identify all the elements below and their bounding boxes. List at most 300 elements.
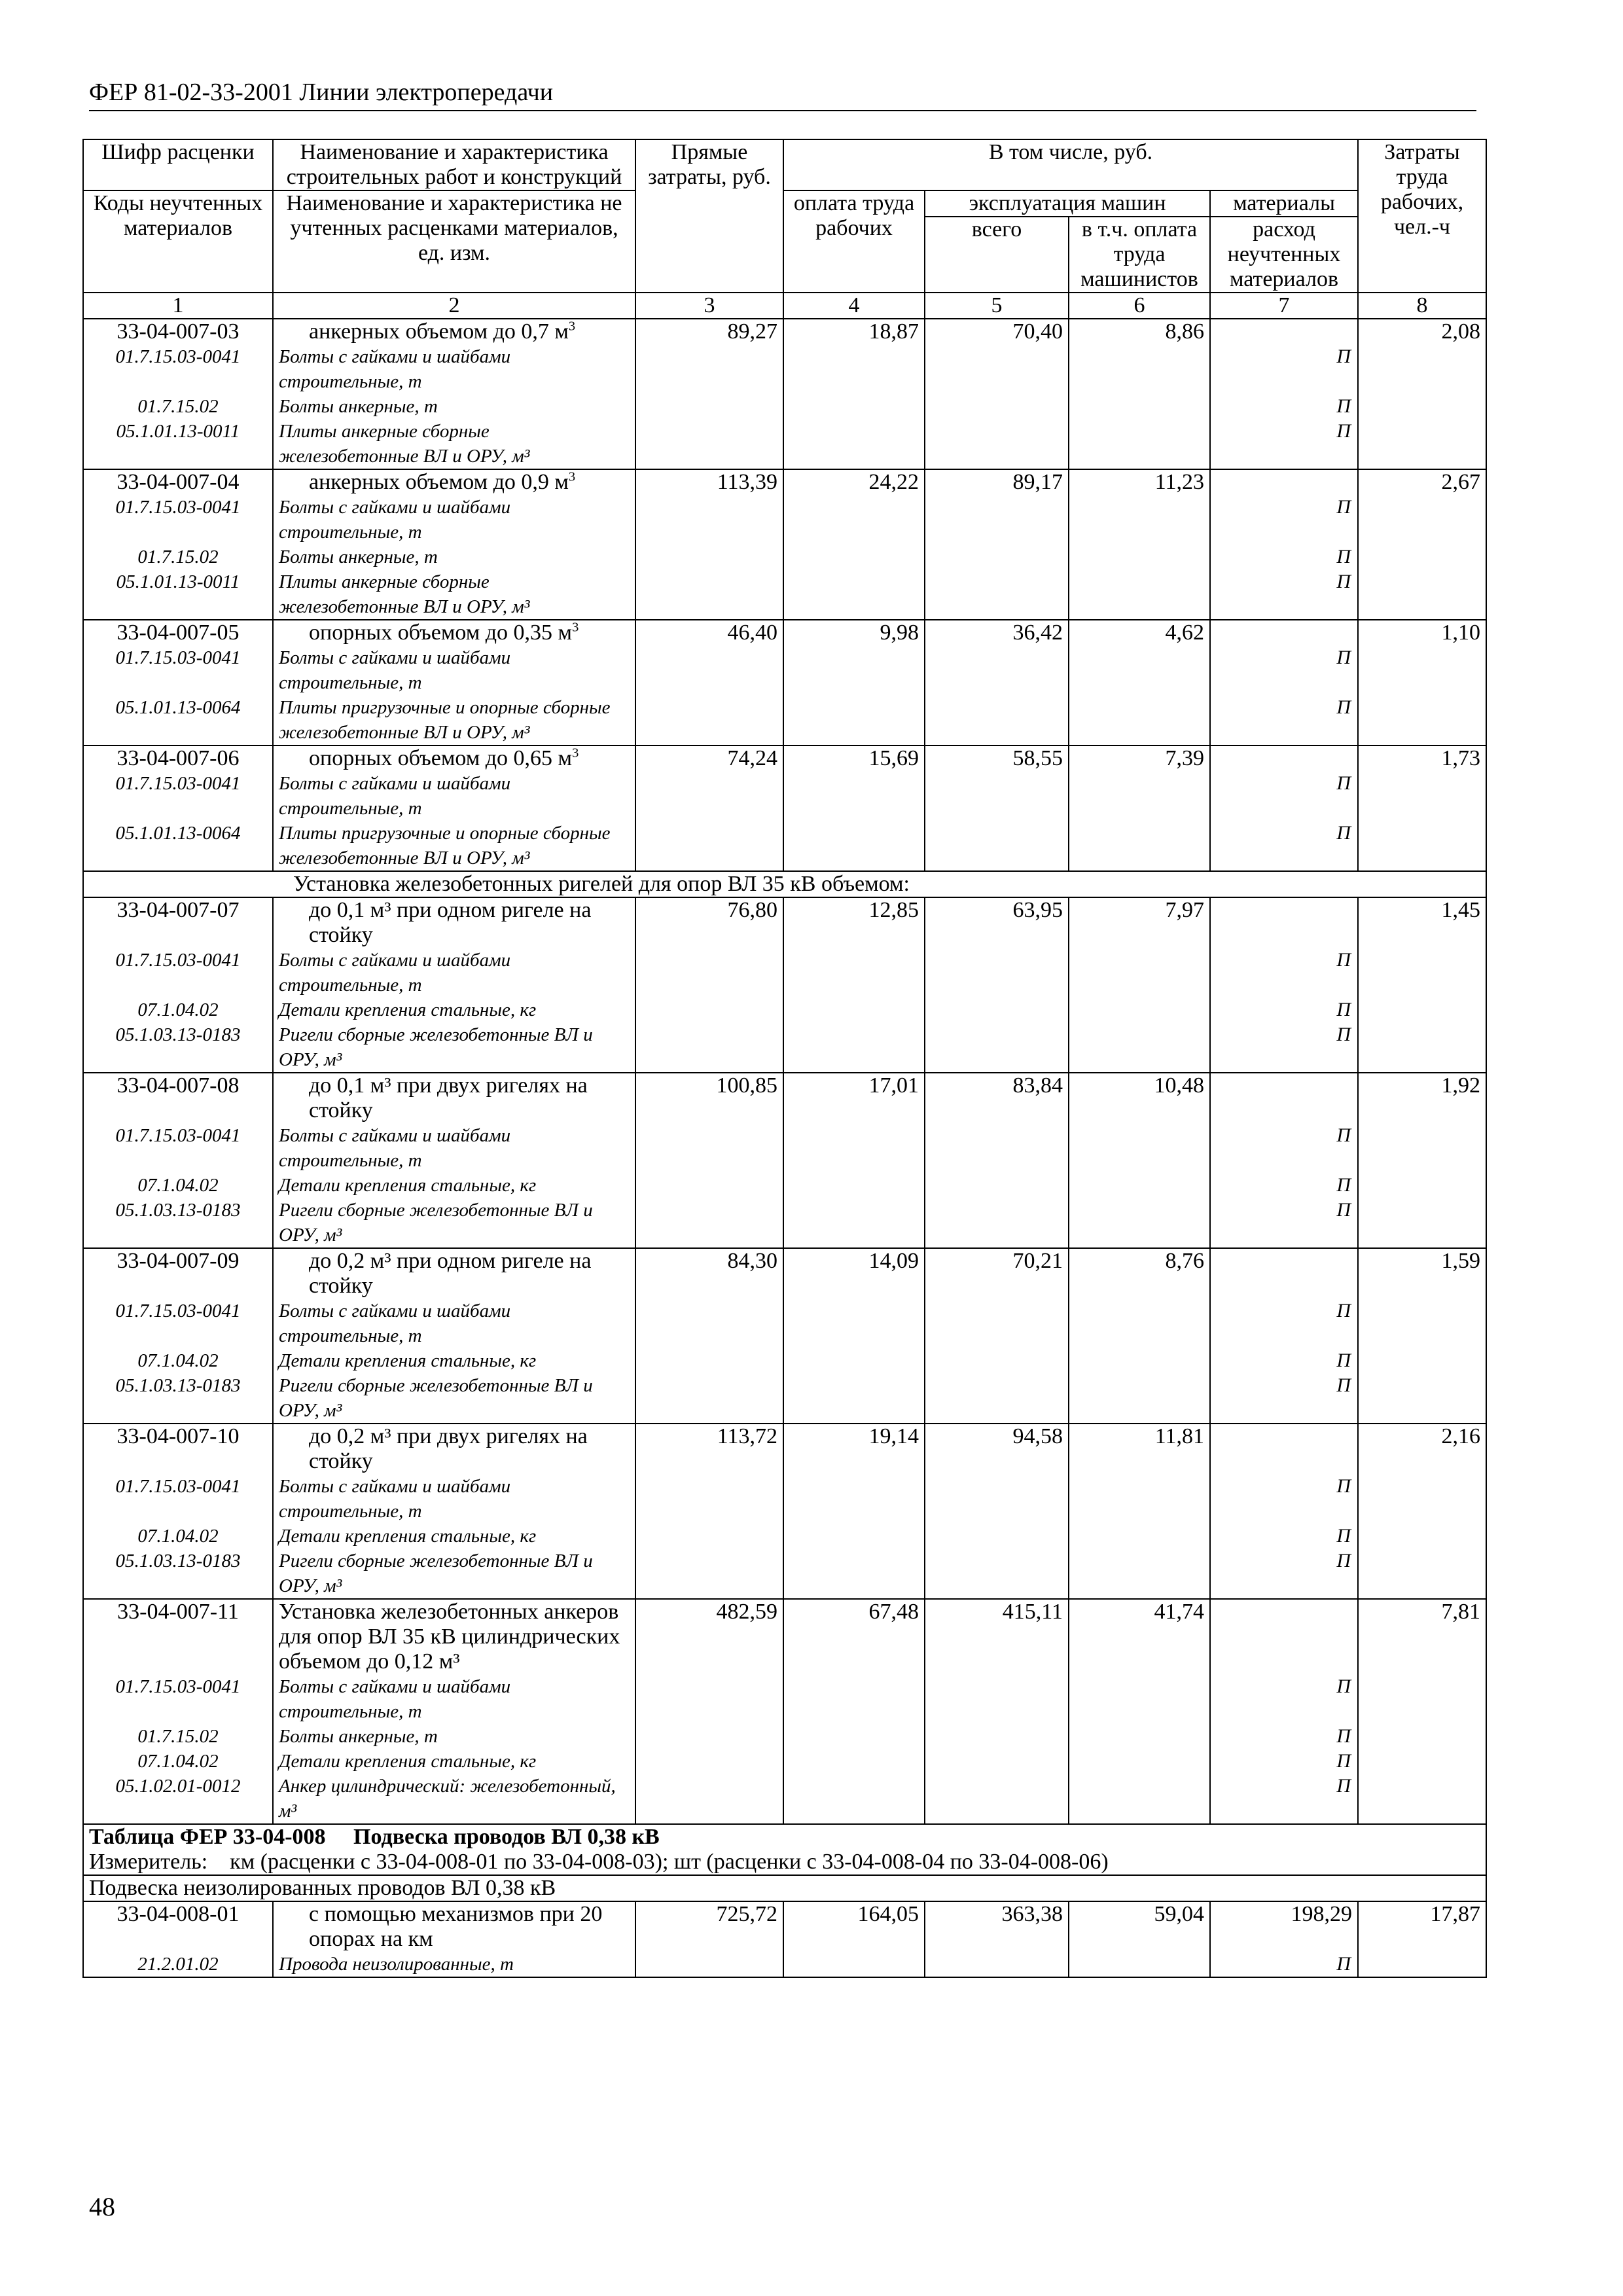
subsection-title: Подвеска неизолированных проводов ВЛ 0,38 кВ: [83, 1875, 1486, 1901]
empty-cell: [635, 1674, 783, 1724]
rate-row: [83, 620, 1486, 645]
empty-cell: [1069, 1348, 1210, 1373]
material-code: 05.1.01.13-0064: [83, 821, 273, 871]
empty-cell: [783, 645, 925, 695]
empty-cell: [925, 1549, 1069, 1599]
rate-value: 15,69: [783, 745, 925, 771]
rate-value: 24,22: [783, 469, 925, 495]
empty-cell: [635, 1774, 783, 1824]
empty-cell: [635, 695, 783, 745]
material-name: Болты анкерные, т: [273, 394, 635, 419]
material-mark: П: [1210, 645, 1358, 695]
rate-value: 76,80: [635, 897, 783, 948]
material-code: 05.1.01.13-0011: [83, 419, 273, 469]
material-mark: П: [1210, 1474, 1358, 1524]
rate-value: 1,10: [1358, 620, 1486, 645]
unit-superscript: 3: [572, 620, 579, 635]
empty-cell: [1069, 419, 1210, 469]
material-mark: П: [1210, 1724, 1358, 1749]
material-code: 05.1.01.13-0011: [83, 569, 273, 620]
rate-name: [273, 1901, 635, 1952]
material-name: Анкер цилиндрический: железобетонный, м³: [273, 1774, 635, 1824]
material-name: Болты с гайками и шайбами строительные, т: [273, 1674, 635, 1724]
rate-value: 2,67: [1358, 469, 1486, 495]
rate-value: 113,39: [635, 469, 783, 495]
rate-value: 17,87: [1358, 1901, 1486, 1952]
col-number: 7: [1210, 293, 1358, 319]
material-row: [83, 1749, 1486, 1774]
empty-cell: [635, 1524, 783, 1549]
empty-cell: [1358, 1348, 1486, 1373]
material-name: Детали крепления стальные, кг: [273, 997, 635, 1022]
material-code: 07.1.04.02: [83, 1173, 273, 1198]
material-row: [83, 495, 1486, 545]
empty-cell: [783, 344, 925, 394]
material-row: [83, 645, 1486, 695]
empty-cell: [783, 1173, 925, 1198]
empty-cell: [1358, 1022, 1486, 1073]
meter-row: [83, 1850, 1486, 1875]
section-title: Установка железобетонных ригелей для опор ВЛ 35 кВ объемом:: [83, 871, 1486, 897]
material-code: 01.7.15.03-0041: [83, 1674, 273, 1724]
empty-cell: [925, 1299, 1069, 1348]
empty-cell: [1358, 569, 1486, 620]
rate-value: 1,92: [1358, 1073, 1486, 1123]
material-name: Болты с гайками и шайбами строительные, т: [273, 344, 635, 394]
material-code: 01.7.15.03-0041: [83, 1474, 273, 1524]
rate-value: 12,85: [783, 897, 925, 948]
empty-cell: [1358, 1173, 1486, 1198]
empty-cell: [1358, 1674, 1486, 1724]
empty-cell: [925, 1674, 1069, 1724]
empty-cell: [925, 645, 1069, 695]
empty-cell: [1358, 645, 1486, 695]
empty-cell: [925, 821, 1069, 871]
material-mark: П: [1210, 344, 1358, 394]
rate-value: 7,81: [1358, 1599, 1486, 1674]
rate-value: 113,72: [635, 1424, 783, 1474]
col-header-labor: Затраты труда рабочих, чел.-ч: [1358, 139, 1486, 293]
empty-cell: [1069, 948, 1210, 997]
empty-cell: [925, 1022, 1069, 1073]
empty-cell: [635, 419, 783, 469]
col-header-materials: материалы: [1210, 190, 1358, 217]
material-row: [83, 1724, 1486, 1749]
material-code: 01.7.15.03-0041: [83, 645, 273, 695]
material-mark: П: [1210, 1549, 1358, 1599]
rate-value: [1210, 319, 1358, 344]
empty-cell: [1358, 1724, 1486, 1749]
rate-row: [83, 319, 1486, 344]
material-name: Болты с гайками и шайбами строительные, т: [273, 1123, 635, 1173]
empty-cell: [1358, 1549, 1486, 1599]
empty-cell: [1069, 394, 1210, 419]
empty-cell: [925, 1749, 1069, 1774]
empty-cell: [1358, 545, 1486, 569]
col-header-machines: эксплуатация машин: [925, 190, 1210, 217]
material-mark: П: [1210, 1173, 1358, 1198]
empty-cell: [783, 1022, 925, 1073]
empty-cell: [1358, 948, 1486, 997]
rate-value: 70,40: [925, 319, 1069, 344]
rate-value: [1210, 745, 1358, 771]
rate-value: [1210, 469, 1358, 495]
table-title-row: [83, 1824, 1486, 1850]
material-name: Детали крепления стальные, кг: [273, 1348, 635, 1373]
rate-name: [273, 1599, 635, 1674]
empty-cell: [1069, 1524, 1210, 1549]
material-row: [83, 1173, 1486, 1198]
empty-cell: [635, 997, 783, 1022]
rate-code: 33-04-007-08: [83, 1073, 273, 1123]
material-row: [83, 821, 1486, 871]
material-code: 01.7.15.02: [83, 545, 273, 569]
empty-cell: [1069, 821, 1210, 871]
rate-value: 89,27: [635, 319, 783, 344]
rate-row: [83, 1901, 1486, 1952]
material-row: [83, 695, 1486, 745]
rate-value: 84,30: [635, 1248, 783, 1299]
empty-cell: [925, 1198, 1069, 1248]
empty-cell: [783, 948, 925, 997]
material-code: 21.2.01.02: [83, 1952, 273, 1977]
empty-cell: [635, 1299, 783, 1348]
material-name: Детали крепления стальные, кг: [273, 1524, 635, 1549]
material-row: [83, 1524, 1486, 1549]
material-row: [83, 545, 1486, 569]
material-name: Болты с гайками и шайбами строительные, т: [273, 1299, 635, 1348]
rate-value: 58,55: [925, 745, 1069, 771]
material-row: [83, 1299, 1486, 1348]
rate-value: 482,59: [635, 1599, 783, 1674]
empty-cell: [925, 394, 1069, 419]
empty-cell: [925, 948, 1069, 997]
material-row: [83, 771, 1486, 821]
empty-cell: [783, 1524, 925, 1549]
empty-cell: [635, 1952, 783, 1977]
empty-cell: [635, 344, 783, 394]
material-code: 07.1.04.02: [83, 1524, 273, 1549]
rate-code: 33-04-007-05: [83, 620, 273, 645]
rate-value: 11,81: [1069, 1424, 1210, 1474]
empty-cell: [1069, 1373, 1210, 1424]
col-number: 8: [1358, 293, 1486, 319]
material-name: Ригели сборные железобетонные ВЛ и ОРУ, м³: [273, 1549, 635, 1599]
rate-code: 33-04-007-06: [83, 745, 273, 771]
empty-cell: [783, 419, 925, 469]
empty-cell: [783, 1774, 925, 1824]
empty-cell: [635, 569, 783, 620]
rate-value: 19,14: [783, 1424, 925, 1474]
empty-cell: [1358, 771, 1486, 821]
section-row: [83, 871, 1486, 897]
material-mark: П: [1210, 1198, 1358, 1248]
empty-cell: [635, 1549, 783, 1599]
col-header-incl-wage: в т.ч. оплата труда машинистов: [1069, 217, 1210, 293]
empty-cell: [1358, 344, 1486, 394]
material-code: 01.7.15.03-0041: [83, 948, 273, 997]
empty-cell: [635, 545, 783, 569]
empty-cell: [1069, 1022, 1210, 1073]
rate-value: 363,38: [925, 1901, 1069, 1952]
material-name: Болты анкерные, т: [273, 1724, 635, 1749]
rate-value: 1,59: [1358, 1248, 1486, 1299]
col-number: 1: [83, 293, 273, 319]
material-row: [83, 344, 1486, 394]
empty-cell: [1069, 1173, 1210, 1198]
material-mark: П: [1210, 821, 1358, 871]
material-row: [83, 997, 1486, 1022]
empty-cell: [783, 545, 925, 569]
rate-value: 415,11: [925, 1599, 1069, 1674]
material-name: Болты с гайками и шайбами строительные, т: [273, 495, 635, 545]
empty-cell: [1358, 997, 1486, 1022]
empty-cell: [635, 1022, 783, 1073]
rate-value: [1210, 897, 1358, 948]
material-mark: П: [1210, 1022, 1358, 1073]
col-number: 4: [783, 293, 925, 319]
empty-cell: [925, 1474, 1069, 1524]
unit-superscript: 3: [568, 469, 576, 484]
empty-cell: [635, 1474, 783, 1524]
material-code: 01.7.15.02: [83, 394, 273, 419]
material-code: 01.7.15.03-0041: [83, 495, 273, 545]
empty-cell: [1069, 997, 1210, 1022]
rate-name: [273, 469, 635, 495]
empty-cell: [1069, 1299, 1210, 1348]
meter-text: Измеритель: км (расценки с 33-04-008-01 по 33-04-008-03); шт (расценки с 33-04-008-04 по 33-04-008-06): [83, 1850, 1486, 1875]
material-code: 07.1.04.02: [83, 1348, 273, 1373]
empty-cell: [1358, 821, 1486, 871]
empty-cell: [925, 1774, 1069, 1824]
material-mark: П: [1210, 545, 1358, 569]
rate-value: 46,40: [635, 620, 783, 645]
rate-value: 63,95: [925, 897, 1069, 948]
rate-value: 9,98: [783, 620, 925, 645]
empty-cell: [1358, 695, 1486, 745]
material-mark: П: [1210, 1524, 1358, 1549]
rate-value: 83,84: [925, 1073, 1069, 1123]
rate-name: [273, 1073, 635, 1123]
rate-value: 11,23: [1069, 469, 1210, 495]
empty-cell: [783, 1952, 925, 1977]
empty-cell: [1358, 1524, 1486, 1549]
col-number: 2: [273, 293, 635, 319]
material-row: [83, 569, 1486, 620]
rate-value: 89,17: [925, 469, 1069, 495]
empty-cell: [1069, 344, 1210, 394]
material-code: 01.7.15.03-0041: [83, 771, 273, 821]
empty-cell: [635, 1373, 783, 1424]
material-code: 05.1.03.13-0183: [83, 1549, 273, 1599]
empty-cell: [1358, 419, 1486, 469]
rate-name: [273, 745, 635, 771]
rate-value: 94,58: [925, 1424, 1069, 1474]
empty-cell: [1069, 569, 1210, 620]
empty-cell: [925, 1524, 1069, 1549]
material-row: [83, 1774, 1486, 1824]
table-title: Таблица ФЕР 33-04-008 Подвеска проводов ВЛ 0,38 кВ: [83, 1824, 1486, 1850]
rate-value: 70,21: [925, 1248, 1069, 1299]
material-code: 07.1.04.02: [83, 1749, 273, 1774]
material-code: 01.7.15.03-0041: [83, 344, 273, 394]
material-mark: П: [1210, 1774, 1358, 1824]
col-number: 5: [925, 293, 1069, 319]
material-mark: П: [1210, 948, 1358, 997]
empty-cell: [783, 771, 925, 821]
empty-cell: [925, 1173, 1069, 1198]
rate-value: 67,48: [783, 1599, 925, 1674]
unit-superscript: 3: [568, 319, 576, 334]
rate-row: [83, 469, 1486, 495]
material-name: Болты с гайками и шайбами строительные, т: [273, 948, 635, 997]
empty-cell: [783, 1749, 925, 1774]
empty-cell: [783, 394, 925, 419]
empty-cell: [635, 771, 783, 821]
empty-cell: [783, 695, 925, 745]
material-row: [83, 1123, 1486, 1173]
empty-cell: [1069, 1549, 1210, 1599]
material-code: 05.1.01.13-0064: [83, 695, 273, 745]
rate-name-text: анкерных объемом до 0,9 м: [309, 470, 569, 494]
material-row: [83, 1348, 1486, 1373]
material-name: Болты с гайками и шайбами строительные, т: [273, 771, 635, 821]
page-header: ФЕР 81-02-33-2001 Линии электропередачи: [89, 77, 1476, 111]
empty-cell: [1069, 1774, 1210, 1824]
rate-name-text: до 0,1 м³ при двух ригелях на стойку: [309, 1073, 588, 1122]
empty-cell: [1358, 1198, 1486, 1248]
empty-cell: [783, 495, 925, 545]
material-mark: П: [1210, 394, 1358, 419]
material-code: 01.7.15.03-0041: [83, 1299, 273, 1348]
empty-cell: [1069, 1474, 1210, 1524]
empty-cell: [1358, 1474, 1486, 1524]
empty-cell: [1069, 495, 1210, 545]
rate-row: [83, 1424, 1486, 1474]
empty-cell: [925, 1952, 1069, 1977]
rate-value: 164,05: [783, 1901, 925, 1952]
empty-cell: [783, 1373, 925, 1424]
col-header-wage: оплата труда рабочих: [783, 190, 925, 293]
empty-cell: [635, 1123, 783, 1173]
empty-cell: [1069, 545, 1210, 569]
material-mark: П: [1210, 1348, 1358, 1373]
rate-name-text: до 0,2 м³ при двух ригелях на стойку: [309, 1424, 588, 1473]
col-number: 6: [1069, 293, 1210, 319]
material-row: [83, 1549, 1486, 1599]
rate-value: 17,01: [783, 1073, 925, 1123]
rate-value: 8,86: [1069, 319, 1210, 344]
empty-cell: [925, 1373, 1069, 1424]
empty-cell: [1358, 1123, 1486, 1173]
material-row: [83, 1373, 1486, 1424]
col-number: 3: [635, 293, 783, 319]
rate-value: 41,74: [1069, 1599, 1210, 1674]
empty-cell: [925, 695, 1069, 745]
empty-cell: [1069, 1674, 1210, 1724]
rate-value: 1,45: [1358, 897, 1486, 948]
empty-cell: [1069, 1123, 1210, 1173]
material-name: Плиты пригрузочные и опорные сборные железобетонные ВЛ и ОРУ, м³: [273, 821, 635, 871]
rate-value: 725,72: [635, 1901, 783, 1952]
empty-cell: [1358, 1749, 1486, 1774]
empty-cell: [1358, 495, 1486, 545]
material-mark: П: [1210, 569, 1358, 620]
rate-name: [273, 319, 635, 344]
material-name: Ригели сборные железобетонные ВЛ и ОРУ, м³: [273, 1022, 635, 1073]
rate-value: 59,04: [1069, 1901, 1210, 1952]
rate-value: 100,85: [635, 1073, 783, 1123]
rate-name: [273, 897, 635, 948]
material-code: 05.1.03.13-0183: [83, 1022, 273, 1073]
empty-cell: [783, 1674, 925, 1724]
rate-row: [83, 1248, 1486, 1299]
rate-value: 18,87: [783, 319, 925, 344]
rate-name: [273, 1248, 635, 1299]
rate-name-text: до 0,1 м³ при одном ригеле на стойку: [309, 898, 592, 947]
empty-cell: [783, 1549, 925, 1599]
col-header-direct: Прямые затраты, руб.: [635, 139, 783, 293]
rate-code: 33-04-008-01: [83, 1901, 273, 1952]
material-name: Ригели сборные железобетонные ВЛ и ОРУ, м³: [273, 1373, 635, 1424]
col-header-total: всего: [925, 217, 1069, 293]
rate-value: 7,97: [1069, 897, 1210, 948]
material-mark: П: [1210, 1373, 1358, 1424]
material-mark: П: [1210, 1952, 1358, 1977]
rate-code: 33-04-007-11: [83, 1599, 273, 1674]
material-mark: П: [1210, 695, 1358, 745]
rates-table: [82, 139, 1487, 1978]
material-mark: П: [1210, 1299, 1358, 1348]
rate-value: 2,16: [1358, 1424, 1486, 1474]
empty-cell: [1358, 1299, 1486, 1348]
col-header-name: Наименование и характеристика строительных работ и конструкций: [273, 139, 635, 190]
empty-cell: [635, 1348, 783, 1373]
empty-cell: [783, 1348, 925, 1373]
material-name: Болты с гайками и шайбами строительные, т: [273, 645, 635, 695]
material-name: Детали крепления стальные, кг: [273, 1749, 635, 1774]
material-row: [83, 394, 1486, 419]
rate-name-text: анкерных объемом до 0,7 м: [309, 319, 569, 344]
rate-name: [273, 620, 635, 645]
rate-value: 14,09: [783, 1248, 925, 1299]
empty-cell: [925, 545, 1069, 569]
material-row: [83, 1198, 1486, 1248]
rate-row: [83, 1073, 1486, 1123]
material-row: [83, 1952, 1486, 1977]
rate-value: [1210, 1073, 1358, 1123]
rate-code: 33-04-007-04: [83, 469, 273, 495]
rate-value: 36,42: [925, 620, 1069, 645]
empty-cell: [783, 821, 925, 871]
empty-cell: [925, 997, 1069, 1022]
empty-cell: [1358, 1373, 1486, 1424]
rate-row: [83, 897, 1486, 948]
empty-cell: [925, 344, 1069, 394]
material-name: Провода неизолированные, т: [273, 1952, 635, 1977]
empty-cell: [783, 1123, 925, 1173]
empty-cell: [925, 1724, 1069, 1749]
rate-row: [83, 745, 1486, 771]
material-mark: П: [1210, 495, 1358, 545]
material-code: 05.1.03.13-0183: [83, 1373, 273, 1424]
material-mark: П: [1210, 1674, 1358, 1724]
rate-value: 198,29: [1210, 1901, 1358, 1952]
material-row: [83, 1474, 1486, 1524]
material-name: Болты анкерные, т: [273, 545, 635, 569]
rate-value: 8,76: [1069, 1248, 1210, 1299]
empty-cell: [1069, 695, 1210, 745]
